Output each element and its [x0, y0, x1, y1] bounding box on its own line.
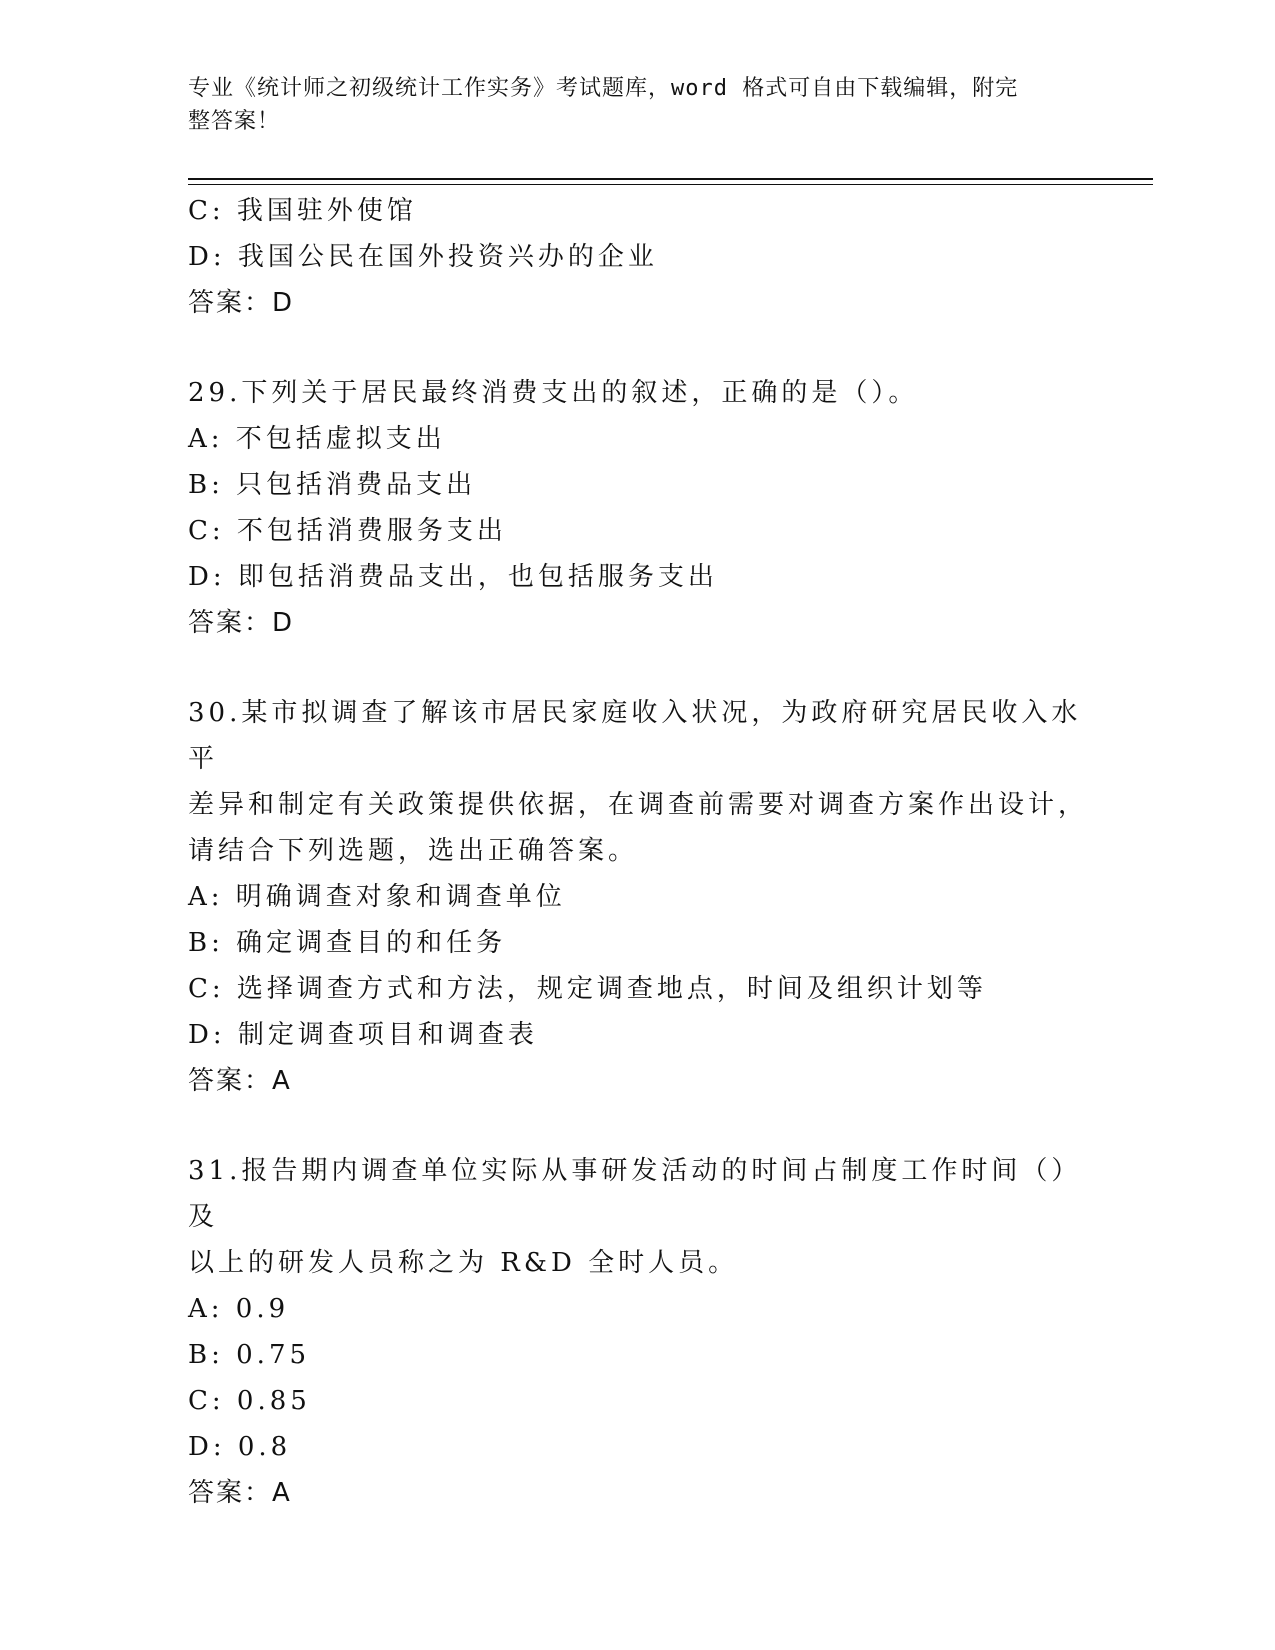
- option-d: D: 即包括消费品支出，也包括服务支出: [188, 562, 718, 592]
- answer-line: 答案：D: [188, 608, 295, 638]
- option-a: A: 不包括虚拟支出: [188, 424, 446, 454]
- question-29: [188, 370, 1088, 646]
- question-31: [188, 1148, 1088, 1516]
- header-line-1: 专业《统计师之初级统计工作实务》考试题库，word 格式可自由下载编辑，附完: [188, 76, 1019, 101]
- question-stem-line-1: 31.报告期内调查单位实际从事研发活动的时间占制度工作时间（）及: [188, 1156, 1082, 1232]
- question-30: [188, 690, 1088, 1104]
- option-a: A: 0.9: [188, 1294, 290, 1324]
- question-stem: 29.下列关于居民最终消费支出的叙述，正确的是（）。: [188, 378, 919, 408]
- option-c: C: 0.85: [188, 1386, 311, 1416]
- answer-line: 答案：D: [188, 288, 295, 318]
- question-stem-line-1: 30.某市拟调查了解该市居民家庭收入状况，为政府研究居民收入水平: [188, 698, 1082, 774]
- answer-line: 答案：A: [188, 1066, 292, 1096]
- header-divider-thin: [188, 184, 1153, 185]
- header-line-2: 整答案！: [188, 109, 281, 134]
- question-content: [188, 188, 1088, 1516]
- option-b: B: 0.75: [188, 1340, 311, 1370]
- header-divider-thick: [188, 178, 1153, 180]
- answer-line: 答案：A: [188, 1478, 292, 1508]
- option-d: D: 我国公民在国外投资兴办的企业: [188, 242, 658, 272]
- option-c: C: 我国驻外使馆: [188, 196, 417, 226]
- option-c: C: 选择调查方式和方法，规定调查地点，时间及组织计划等: [188, 974, 987, 1004]
- question-stem-line-3: 请结合下列选题，选出正确答案。: [188, 836, 639, 866]
- option-b: B: 只包括消费品支出: [188, 470, 477, 500]
- option-c: C: 不包括消费服务支出: [188, 516, 507, 546]
- document-header: [188, 72, 1088, 138]
- question-stem-line-2: 差异和制定有关政策提供依据，在调查前需要对调查方案作出设计，: [188, 790, 1089, 820]
- previous-question-continuation: [188, 188, 1088, 326]
- option-d: D: 制定调查项目和调查表: [188, 1020, 538, 1050]
- option-d: D: 0.8: [188, 1432, 292, 1462]
- option-a: A: 明确调查对象和调查单位: [188, 882, 566, 912]
- question-stem-line-2: 以上的研发人员称之为 R&D 全时人员。: [188, 1248, 739, 1278]
- option-b: B: 确定调查目的和任务: [188, 928, 507, 958]
